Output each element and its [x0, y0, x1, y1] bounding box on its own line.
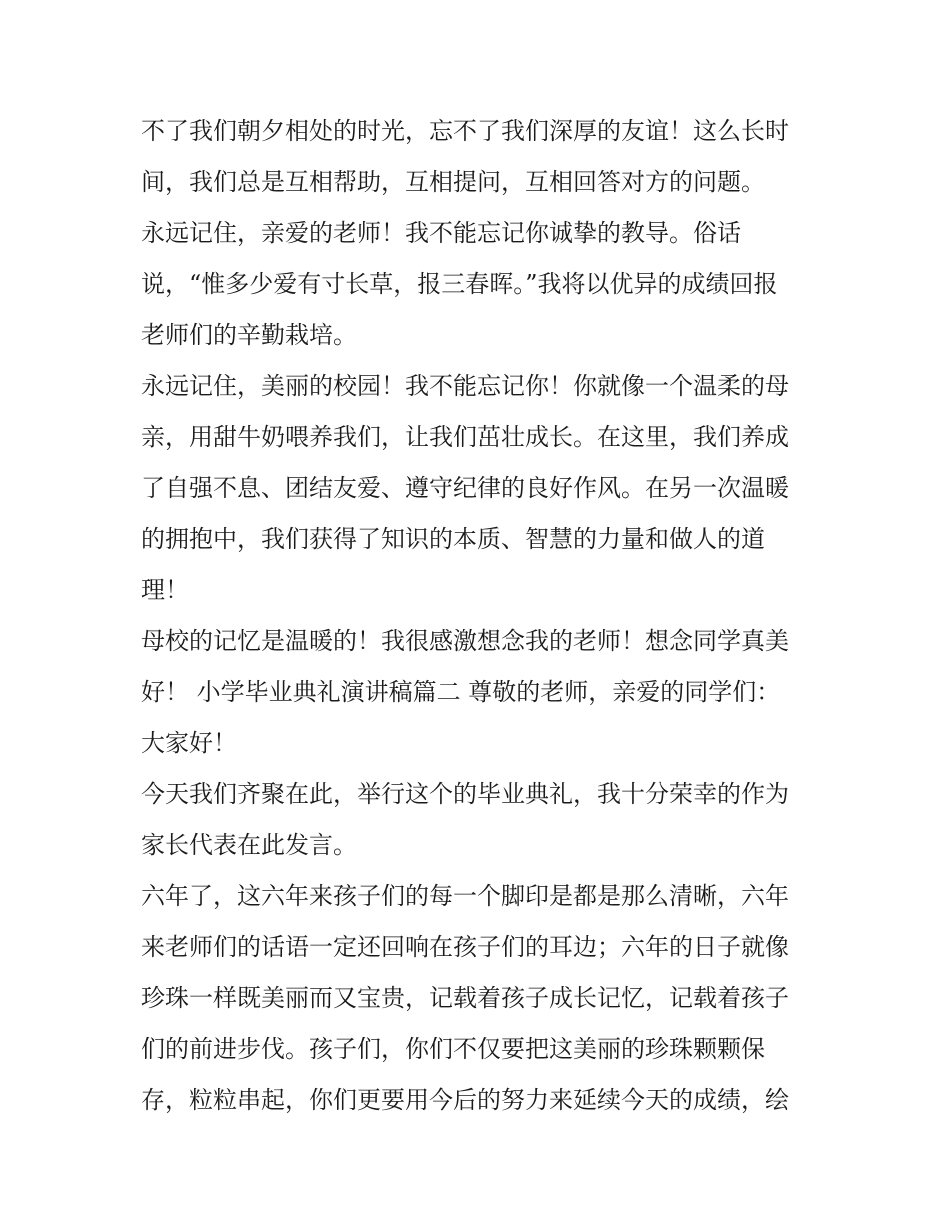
text-line-3: 永远记住，亲爱的老师！我不能忘记你诚挚的教导。俗话 [141, 219, 741, 247]
text-line-10: 理！ [141, 576, 189, 604]
text-line-18: 珍珠一样既美丽而又宝贵，记载着孩子成长记忆，记载着孩子 [141, 984, 789, 1012]
text-line-1: 不了我们朝夕相处的时光，忘不了我们深厚的友谊！这么长时 [141, 117, 789, 145]
document-body [141, 106, 821, 1126]
text-line-14: 今天我们齐聚在此，举行这个的毕业典礼，我十分荣幸的作为 [141, 780, 789, 808]
text-line-11: 母校的记忆是温暖的！我很感激想念我的老师！想念同学真美 [141, 627, 789, 655]
text-line-15: 家长代表在此发言。 [141, 831, 357, 859]
text-line-4: 说，“惟多少爱有寸长草，报三春晖。”我将以优异的成绩回报 [141, 270, 778, 298]
text-line-20: 存，粒粒串起，你们更要用今后的努力来延续今天的成绩，绘 [141, 1086, 789, 1114]
text-line-2: 间，我们总是互相帮助，互相提问，互相回答对方的问题。 [141, 168, 765, 196]
text-line-6: 永远记住，美丽的校园！我不能忘记你！你就像一个温柔的母 [141, 372, 789, 400]
text-line-9: 的拥抱中，我们获得了知识的本质、智慧的力量和做人的道 [141, 525, 765, 553]
text-line-19: 们的前进步伐。孩子们，你们不仅要把这美丽的珍珠颗颗保 [141, 1035, 765, 1063]
text-line-17: 来老师们的话语一定还回响在孩子们的耳边；六年的日子就像 [141, 933, 789, 961]
text-line-13: 大家好！ [141, 729, 237, 757]
text-line-12: 好！ 小学毕业典礼演讲稿篇二 尊敬的老师，亲爱的同学们： [141, 678, 781, 706]
text-line-5: 老师们的辛勤栽培。 [141, 321, 357, 349]
text-line-7: 亲，用甜牛奶喂养我们，让我们茁壮成长。在这里，我们养成 [141, 423, 789, 451]
text-line-16: 六年了，这六年来孩子们的每一个脚印是都是那么清晰，六年 [141, 882, 789, 910]
text-line-8: 了自强不息、团结友爱、遵守纪律的良好作风。在另一次温暖 [141, 474, 789, 502]
